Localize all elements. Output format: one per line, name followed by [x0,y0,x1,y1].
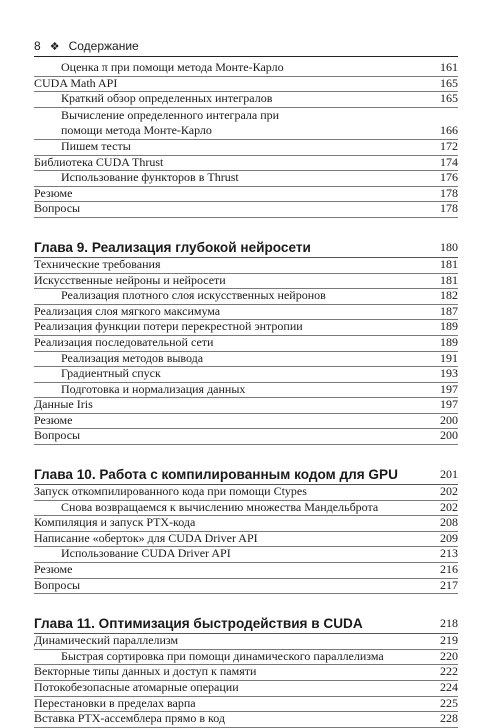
toc-entry [34,289,458,305]
toc-entry-page: 200 [440,428,458,443]
toc-entry-page: 166 [440,123,458,138]
toc-entry-page: 193 [440,366,458,381]
toc-entry [34,320,458,336]
toc-entry [34,258,458,274]
toc-entry-title: Реализация последовательной сети [34,334,214,349]
toc-entry-page: 197 [440,397,458,412]
toc-entry-page: 187 [440,303,458,318]
toc-entry [34,336,458,352]
toc-entry [34,681,458,697]
toc-entry-page: 220 [440,648,458,663]
chapter-page: 201 [440,467,458,482]
toc-entry-page: 181 [440,256,458,271]
toc-entry [34,187,458,203]
toc-entry-title: Технические требования [34,256,161,271]
toc-entry-page: 174 [440,154,458,169]
toc-entry-title: Вопросы [34,577,81,592]
toc-entry-page: 225 [440,695,458,710]
toc-entry-title: Динамический параллелизм [34,633,179,648]
toc-entry [34,140,458,156]
toc-entry-title: Вопросы [34,201,81,216]
toc-entry-page: 176 [440,170,458,185]
toc-entry [34,156,458,172]
toc-entry-title: Вычисление определенного интеграла при помощи метода Монте-Карло [61,107,280,138]
toc-entry [34,547,458,563]
toc-entry-title: Перестановки в пределах варпа [34,695,196,710]
toc-entry-page: 191 [440,350,458,365]
toc-entry-title: Резюме [34,562,73,577]
toc-entry [34,650,458,666]
toc-entry-title: Оценка π при помощи метода Монте-Карло [61,60,284,74]
toc-entry [34,414,458,430]
toc-entry [34,516,458,532]
toc-entry-title: Подготовка и нормализация данных [61,381,246,396]
toc-entry-title: Компиляция и запуск PTX-кода [34,515,196,530]
toc-chapter-11 [34,615,458,728]
toc-chapter-9 [34,239,458,445]
chapter-title: Глава 9. Реализация глубокой нейросети [34,239,311,255]
chapter-title: Глава 10. Работа с компилированным кодом для GPU [34,467,398,483]
header-rule [34,56,458,57]
toc-entry-title: Данные Iris [34,397,93,412]
toc-entry [34,61,458,77]
spacer [34,445,458,466]
toc-entry-page: 189 [440,319,458,334]
toc-entry-page: 178 [440,201,458,216]
toc-entry-page: 213 [440,546,458,561]
toc-entry-title: Использование функторов в Thrust [61,170,239,185]
toc-entry-page: 209 [440,530,458,545]
toc-entry-title: Пишем тесты [61,138,131,153]
toc-entry-page: 202 [440,484,458,499]
toc-entry-title: Потокобезопасные атомарные операции [34,680,239,694]
toc-entry-title: Краткий обзор определенных интегралов [61,91,273,106]
toc-entry-title: Резюме [34,185,73,200]
toc-entry [34,202,458,218]
toc-entry-title: Резюме [34,412,73,427]
toc-entry-title: Реализация функции потери перекрестной энтропии [34,319,303,334]
diamond-ornament-icon: ❖ [49,40,60,53]
toc-entry-title: Реализация плотного слоя искусственных нейронов [61,288,326,303]
toc-entry-title: Искусственные нейроны и нейросети [34,272,226,287]
toc-block-continued [34,61,458,218]
toc-entry-title: Использование CUDA Driver API [61,546,231,561]
toc-entry-page: 216 [440,562,458,577]
toc-entry-page: 189 [440,334,458,349]
toc-entry [34,579,458,595]
toc-entry [34,485,458,501]
toc-entry-page: 222 [440,664,458,679]
toc-entry [34,532,458,548]
chapter-heading [34,466,458,485]
toc-entry-title: CUDA Math API [34,75,118,90]
toc-entry [34,305,458,321]
toc-entry-title: Библиотека CUDA Thrust [34,154,164,169]
chapter-heading [34,615,458,634]
toc-entry-page: 178 [440,185,458,200]
toc-entry-title: Векторные типы данных и доступ к памяти [34,664,257,679]
toc-entry-page: 228 [440,711,458,726]
toc-entry [34,665,458,681]
toc-entry [34,501,458,517]
toc-entry-page: 165 [440,91,458,106]
chapter-page: 218 [440,616,458,631]
spacer [34,594,458,615]
chapter-heading [34,239,458,258]
toc-entry-title: Написание «оберток» для CUDA Driver API [34,530,258,545]
toc-entry-page: 165 [440,75,458,90]
toc-entry-title: Быстрая сортировка при помощи динамического параллелизма [61,648,384,663]
toc-entry [34,171,458,187]
toc-entry [34,697,458,713]
toc-entry-title: Реализация методов вывода [61,350,204,365]
toc-entry-page: 182 [440,288,458,303]
toc-entry-title: Реализация слоя мягкого максимума [34,303,221,318]
running-header-section: Содержание [68,39,139,53]
toc-entry [34,352,458,368]
toc-entry-title: Запуск откомпилированного кода при помощи Ctypes [34,484,307,499]
toc-entry [34,429,458,445]
toc-entry-page: 181 [440,272,458,287]
toc-entry [34,367,458,383]
toc-entry-page: 217 [440,577,458,592]
toc-entry-title: Снова возвращаемся к вычислению множества Мандельброта [61,499,379,514]
toc-entry-page: 208 [440,515,458,530]
running-header [34,36,458,56]
spacer [34,218,458,239]
chapter-page: 180 [440,239,458,254]
toc-entry-page: 197 [440,381,458,396]
toc-entry-page: 161 [440,60,458,74]
toc-entry [34,77,458,93]
toc-entry-page: 172 [440,138,458,153]
toc-entry-page: 219 [440,633,458,648]
chapter-title: Глава 11. Оптимизация быстродействия в CUDA [34,616,363,632]
toc-entry-page: 202 [440,499,458,514]
toc-entry [34,563,458,579]
toc-entry-title: Вставка PTX-ассемблера прямо в код [34,711,226,726]
toc-chapter-10 [34,466,458,594]
toc-entry-page: 200 [440,412,458,427]
toc-entry-title: Вопросы [34,428,81,443]
toc-entry [34,383,458,399]
page-number: 8 [34,39,41,53]
toc-entry [34,274,458,290]
toc-entry [34,712,458,728]
toc-entry-title: Градиентный спуск [61,366,161,381]
toc-entry-page: 224 [440,680,458,694]
table-of-contents [34,61,458,728]
toc-entry [34,398,458,414]
toc-entry [34,634,458,650]
toc-entry [34,108,458,140]
toc-entry [34,92,458,108]
